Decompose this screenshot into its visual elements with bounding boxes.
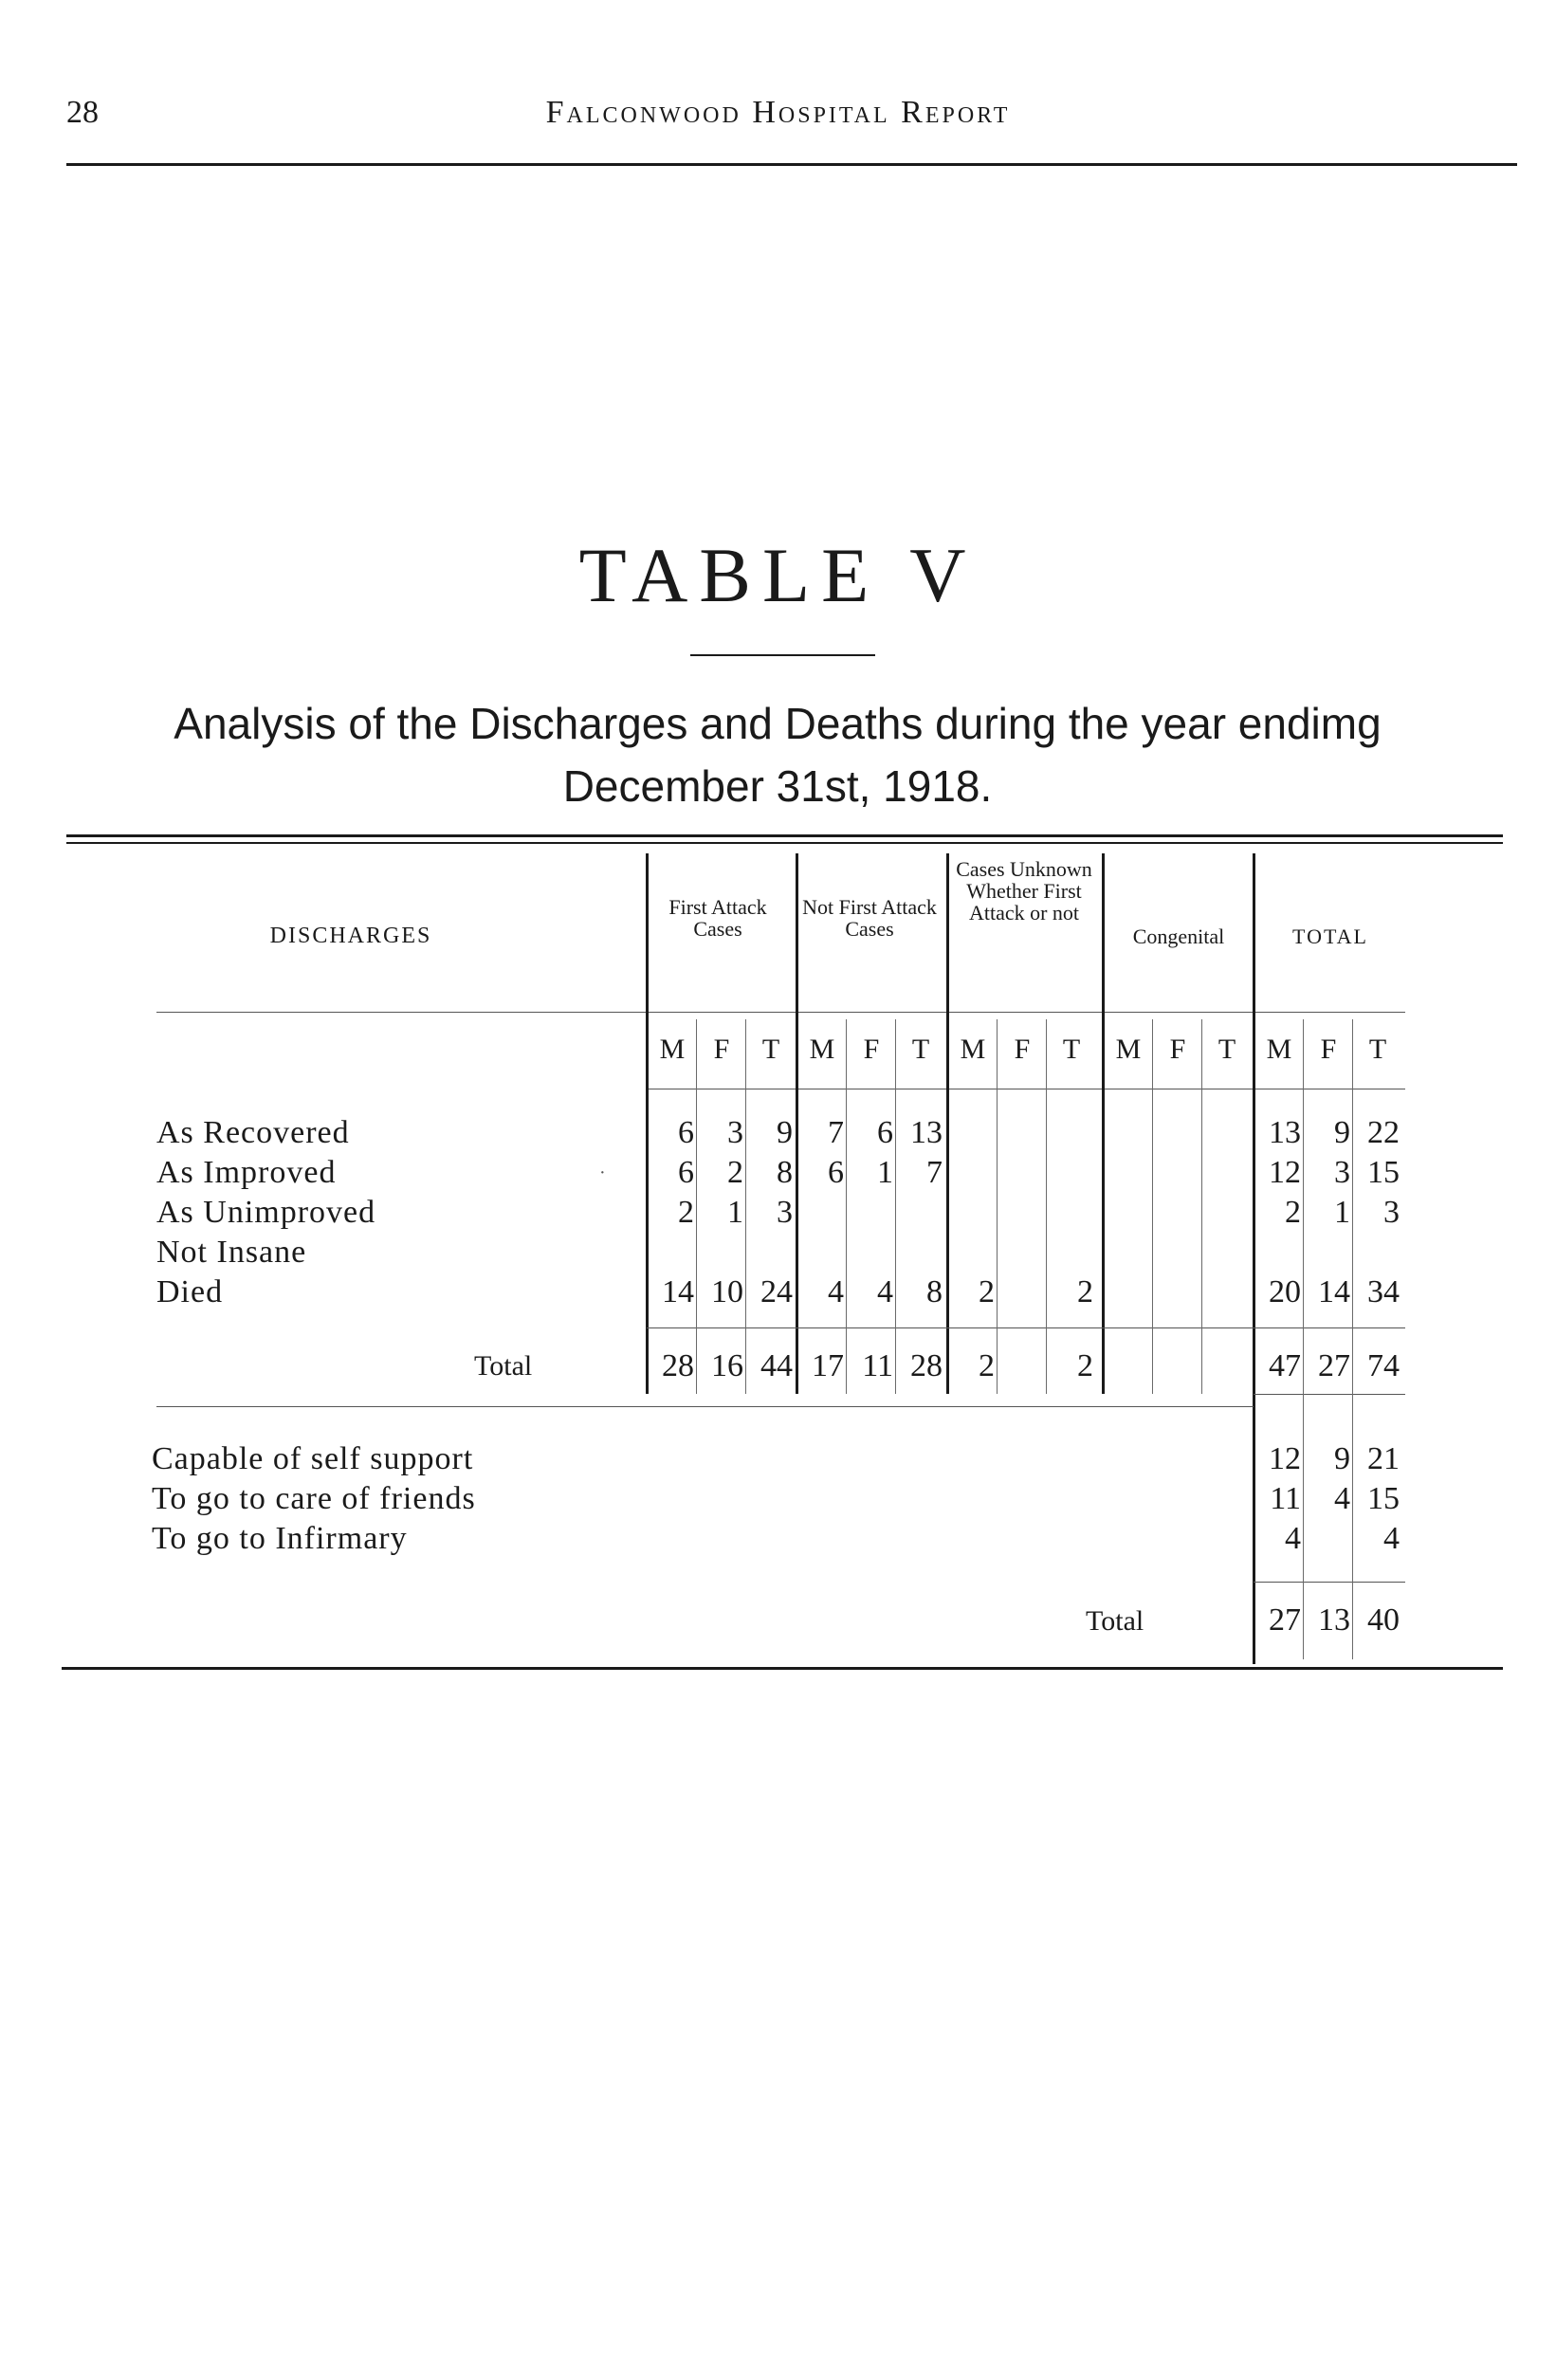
group-header-total: TOTAL (1292, 925, 1368, 948)
lower-label-care-friends: To go to care of friends (152, 1481, 476, 1516)
column-rule-first-attack-2 (745, 1019, 746, 1394)
running-title: Falconwood Hospital Report (545, 95, 1011, 130)
column-rule-unknown-2 (1046, 1019, 1047, 1394)
subheader-total-t: T (1368, 1034, 1387, 1065)
subheader-total-f: F (1320, 1034, 1337, 1065)
total-total-f: 27 (1318, 1348, 1350, 1383)
subheader-congenital-f: F (1169, 1034, 1186, 1065)
cell-r2-total-t: 3 (1383, 1195, 1400, 1230)
column-rule-total-2 (1352, 1019, 1353, 1659)
stray-mark: · (599, 1163, 606, 1183)
group-header-unknown: Cases Unknown Whether First Attack or not (956, 857, 1092, 925)
group-header-congenital: Congenital (1132, 925, 1225, 948)
cell-r4-total-t: 34 (1367, 1274, 1400, 1309)
lower-cell-r1-t: 15 (1367, 1481, 1400, 1516)
table-subtitle (57, 692, 1498, 817)
subheader-first-attack-f: F (713, 1034, 730, 1065)
cell-r2-total-m: 2 (1285, 1195, 1301, 1230)
cell-r0-not-first-attack-m: 7 (828, 1115, 844, 1150)
lower-total-overline (1254, 1582, 1405, 1583)
subheader-unknown-f: F (1014, 1034, 1031, 1065)
subheader-first-attack-m: M (659, 1034, 686, 1065)
cell-r1-total-m: 12 (1269, 1155, 1301, 1190)
cell-r2-total-f: 1 (1334, 1195, 1350, 1230)
cell-r0-total-m: 13 (1269, 1115, 1301, 1150)
cell-r0-total-f: 9 (1334, 1115, 1350, 1150)
lower-cell-r1-m: 11 (1270, 1481, 1301, 1516)
total-underline (156, 1406, 1254, 1407)
table-top-rule (66, 834, 1503, 837)
cell-r4-not-first-attack-f: 4 (877, 1274, 893, 1309)
cell-r1-not-first-attack-m: 6 (828, 1155, 844, 1190)
table-title: TABLE V (578, 532, 978, 618)
column-rule-first-attack-1 (696, 1019, 697, 1394)
total-unknown-t: 2 (1077, 1348, 1093, 1383)
group-header-not-first-attack: Not First Attack Cases (802, 895, 937, 941)
row-label-recovered: As Recovered (156, 1115, 350, 1150)
cell-r0-first-attack-f: 3 (727, 1115, 743, 1150)
cell-r0-total-t: 22 (1367, 1115, 1400, 1150)
lower-total-m: 27 (1269, 1602, 1301, 1638)
cell-r0-not-first-attack-t: 13 (910, 1115, 943, 1150)
total-total-m: 47 (1269, 1348, 1301, 1383)
group-header-first-attack: First Attack Cases (668, 895, 767, 941)
subheader-not-first-attack-m: M (809, 1034, 835, 1065)
cell-r0-first-attack-t: 9 (777, 1115, 793, 1150)
subtitle-line-1: Analysis of the Discharges and Deaths during the year endimg (174, 699, 1382, 748)
total-first-attack-t: 44 (760, 1348, 793, 1383)
cell-r1-first-attack-m: 6 (678, 1155, 694, 1190)
total-col-underline (1254, 1394, 1405, 1395)
header-rule (66, 163, 1517, 166)
column-rule-unknown-1 (997, 1019, 998, 1394)
subtitle-line-2: December 31st, 1918. (562, 761, 993, 811)
column-rule-total-1 (1303, 1019, 1304, 1659)
cell-r4-first-attack-f: 10 (711, 1274, 743, 1309)
total-not-first-attack-t: 28 (910, 1348, 943, 1383)
total-first-attack-f: 16 (711, 1348, 743, 1383)
row-label-unimproved: As Unimproved (156, 1195, 376, 1230)
lower-total-f: 13 (1318, 1602, 1350, 1638)
lower-label-self-support: Capable of self support (152, 1441, 474, 1476)
total-total-t: 74 (1367, 1348, 1400, 1383)
header-underline (156, 1012, 647, 1013)
table-bottom-rule (62, 1667, 1503, 1670)
subheader-congenital-m: M (1115, 1034, 1142, 1065)
lower-cell-r2-t: 4 (1383, 1521, 1400, 1556)
cell-r0-first-attack-m: 6 (678, 1115, 694, 1150)
page-number: 28 (66, 95, 99, 130)
lower-cell-r0-m: 12 (1269, 1441, 1301, 1476)
row-label-improved: As Improved (156, 1155, 337, 1190)
column-rule-congenital-2 (1201, 1019, 1202, 1394)
subheader-total-m: M (1266, 1034, 1292, 1065)
subheader-unknown-m: M (960, 1034, 986, 1065)
lower-cell-r1-f: 4 (1334, 1481, 1350, 1516)
cell-r2-first-attack-m: 2 (678, 1195, 694, 1230)
cell-r1-not-first-attack-t: 7 (926, 1155, 943, 1190)
cell-r0-not-first-attack-f: 6 (877, 1115, 893, 1150)
cell-r4-first-attack-t: 24 (760, 1274, 793, 1309)
cell-r4-unknown-t: 2 (1077, 1274, 1093, 1309)
cell-r1-first-attack-t: 8 (777, 1155, 793, 1190)
row-label-died: Died (156, 1274, 224, 1309)
total-unknown-m: 2 (979, 1348, 995, 1383)
cell-r1-not-first-attack-f: 1 (877, 1155, 893, 1190)
subheader-congenital-t: T (1217, 1034, 1236, 1065)
total-first-attack-m: 28 (662, 1348, 694, 1383)
cell-r4-not-first-attack-t: 8 (926, 1274, 943, 1309)
total-not-first-attack-f: 11 (862, 1348, 893, 1383)
cell-r2-first-attack-t: 3 (777, 1195, 793, 1230)
lower-cell-r0-f: 9 (1334, 1441, 1350, 1476)
cell-r4-not-first-attack-m: 4 (828, 1274, 844, 1309)
lower-cell-r2-m: 4 (1285, 1521, 1301, 1556)
column-rule-not-first-attack-2 (895, 1019, 896, 1394)
cell-r1-first-attack-f: 2 (727, 1155, 743, 1190)
total-overline (647, 1327, 1405, 1328)
cell-r2-first-attack-f: 1 (727, 1195, 743, 1230)
table-top-rule-2 (66, 842, 1503, 844)
lower-total-label: Total (1086, 1605, 1144, 1637)
divider-3 (946, 853, 949, 1394)
cell-r4-total-m: 20 (1269, 1274, 1301, 1309)
cell-r4-total-f: 14 (1318, 1274, 1350, 1309)
lower-total-t: 40 (1367, 1602, 1400, 1638)
column-rule-not-first-attack-1 (846, 1019, 847, 1394)
divider-4 (1102, 853, 1105, 1394)
lower-label-infirmary: To go to Infirmary (152, 1521, 408, 1556)
column-rule-congenital-1 (1152, 1019, 1153, 1394)
cell-r4-first-attack-m: 14 (662, 1274, 694, 1309)
lower-cell-r0-t: 21 (1367, 1441, 1400, 1476)
row-label-not-insane: Not Insane (156, 1235, 307, 1270)
cell-r1-total-t: 15 (1367, 1155, 1400, 1190)
cell-r1-total-f: 3 (1334, 1155, 1350, 1190)
total-not-first-attack-m: 17 (812, 1348, 844, 1383)
group-underline (647, 1012, 1405, 1013)
row-header-discharges: DISCHARGES (269, 924, 432, 948)
subheader-unknown-t: T (1062, 1034, 1081, 1065)
title-rule (690, 654, 875, 656)
subheader-not-first-attack-f: F (863, 1034, 880, 1065)
cell-r4-unknown-m: 2 (979, 1274, 995, 1309)
subheader-not-first-attack-t: T (911, 1034, 930, 1065)
subheader-first-attack-t: T (761, 1034, 780, 1065)
total-label: Total (474, 1350, 533, 1382)
